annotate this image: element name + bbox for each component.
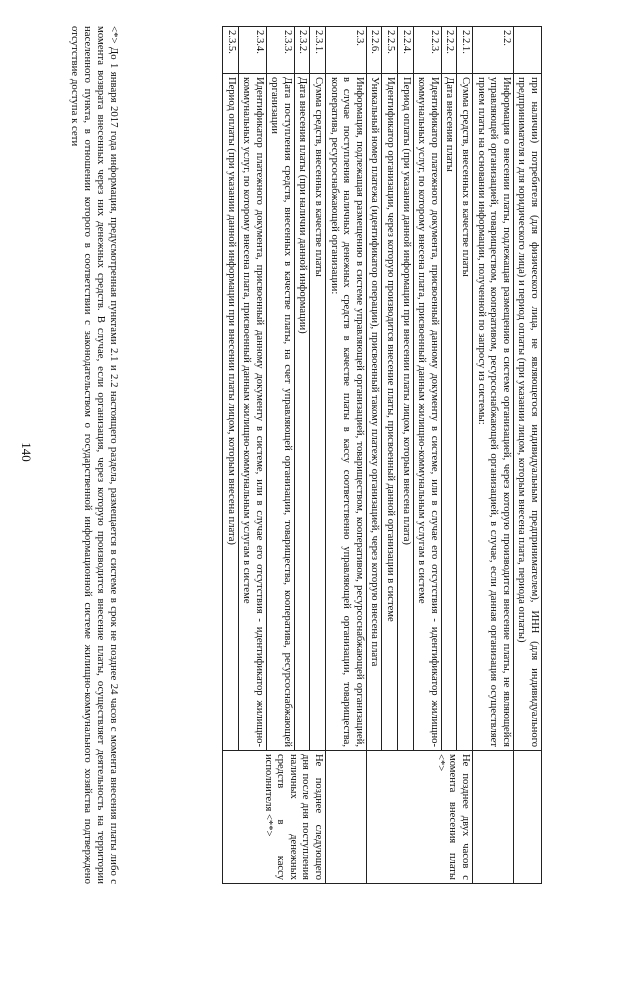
row-text: Идентификатор платежного документа, присвоенный данному документу в системе, или в случае его отсутствия - идентификатор жилищно-коммунальных услуг, по которому внесена плата, присвоенный данным жилищно-коммунальным услугам в системе (413, 74, 441, 751)
row-text: Сумма средств, внесенных в качестве платы (310, 74, 326, 751)
row-deadline: Не позднее следующего дня после дня поступления наличных денежных средств в кассу исполнителя <**> (222, 751, 325, 884)
row-text: Идентификатор платежного документа, присвоенный данному документу в системе, или в случае его отсутствия - идентификатор жилищно-коммунальных услуг, по которому внесена плата, присвоенный данным жилищно-коммунальным услугам в системе (238, 74, 266, 751)
regulation-table (222, 26, 542, 884)
row-text: Период оплаты (при указании данной информации при внесении платы лицом, которым внесена плата) (222, 74, 238, 751)
table-row (457, 27, 473, 884)
row-number: 2.3.3. (266, 27, 294, 74)
row-number: 2.2. (473, 27, 514, 74)
row-number: 2.2.2. (441, 27, 457, 74)
row-deadline: Не позднее двух часов с момента внесения платы <*> (366, 751, 472, 884)
row-number: 2.2.3. (413, 27, 441, 74)
page-number: 140 (19, 442, 34, 462)
footnote: <*> До 1 января 2017 года информация, предусмотренная пунктами 2.1 и 2.2 настоящего раздела, размещается в системе в срок не позднее 24 часов с момента внесения платы либо с момента возврата внесенных через них денежных средств. В случае, если организация, через которую производится внесение платы, осуществляет деятельность на территории населенного пункта, в отношении которого в соответствии с законодательством о государственной информационной системе жилищно-коммунального хозяйства подтверждено отсутствие доступа к сети (69, 26, 120, 884)
row-deadline (473, 751, 514, 884)
row-deadline (326, 751, 367, 884)
row-number (513, 27, 541, 74)
table-row (513, 27, 541, 884)
row-text: Уникальный номер платежа (идентификатор операции), присвоенный такому платежу организацией, через которую внесена плата (366, 74, 382, 751)
row-number: 2.2.6. (366, 27, 382, 74)
table-row (473, 27, 514, 884)
table-row (326, 27, 367, 884)
row-deadline (513, 751, 541, 884)
row-number: 2.2.1. (457, 27, 473, 74)
row-text: Дата внесения платы (441, 74, 457, 751)
row-number: 2.3.1. (310, 27, 326, 74)
row-text: при наличии) потребителя (для физического лица, не являющегося индивидуальным предпринимателем), ИНН (для индивидуального предпринимателя и для юридического лица) и период оплаты (при указании лицом, которым внесена плата, периода оплаты) (513, 74, 541, 751)
row-text: Дата поступления средств, внесенных в качестве платы, на счет управляющей организации, товарищества, кооператива, ресурсоснабжающей организации (266, 74, 294, 751)
row-text: Сумма средств, внесенных в качестве платы (457, 74, 473, 751)
table-body (222, 27, 541, 884)
row-number: 2.3. (326, 27, 367, 74)
row-number: 2.3.5. (222, 27, 238, 74)
row-number: 2.2.5. (382, 27, 398, 74)
row-text: Идентификатор организации, через которую производится внесение платы, присвоенный данной организации в системе (382, 74, 398, 751)
row-number: 2.3.4. (238, 27, 266, 74)
row-text: Дата внесения платы (при наличии данной информации) (294, 74, 310, 751)
table-row (310, 27, 326, 884)
row-number: 2.3.2. (294, 27, 310, 74)
row-text: Период оплаты (при указании данной информации при внесении платы лицом, которым внесена плата) (398, 74, 414, 751)
row-number: 2.2.4. (398, 27, 414, 74)
row-text: Информация о внесении платы, подлежащая размещению в системе организацией, через которую производится внесение платы, не являющейся управляющей организацией, товариществом, кооперативом, ресурсоснабжающей организацией, в случае, если данная организация осуществляет прием платы на основании информации, полученной по запросу из системы: (473, 74, 514, 751)
row-text: Информация, подлежащая размещению в системе управляющей организацией, товариществом, кооперативом, ресурсоснабжающей организацией, в случае поступления наличных денежных средств в качестве платы в кассу соответственно управляющей организации, товарищества, кооператива, ресурсоснабжающей организации: (326, 74, 367, 751)
